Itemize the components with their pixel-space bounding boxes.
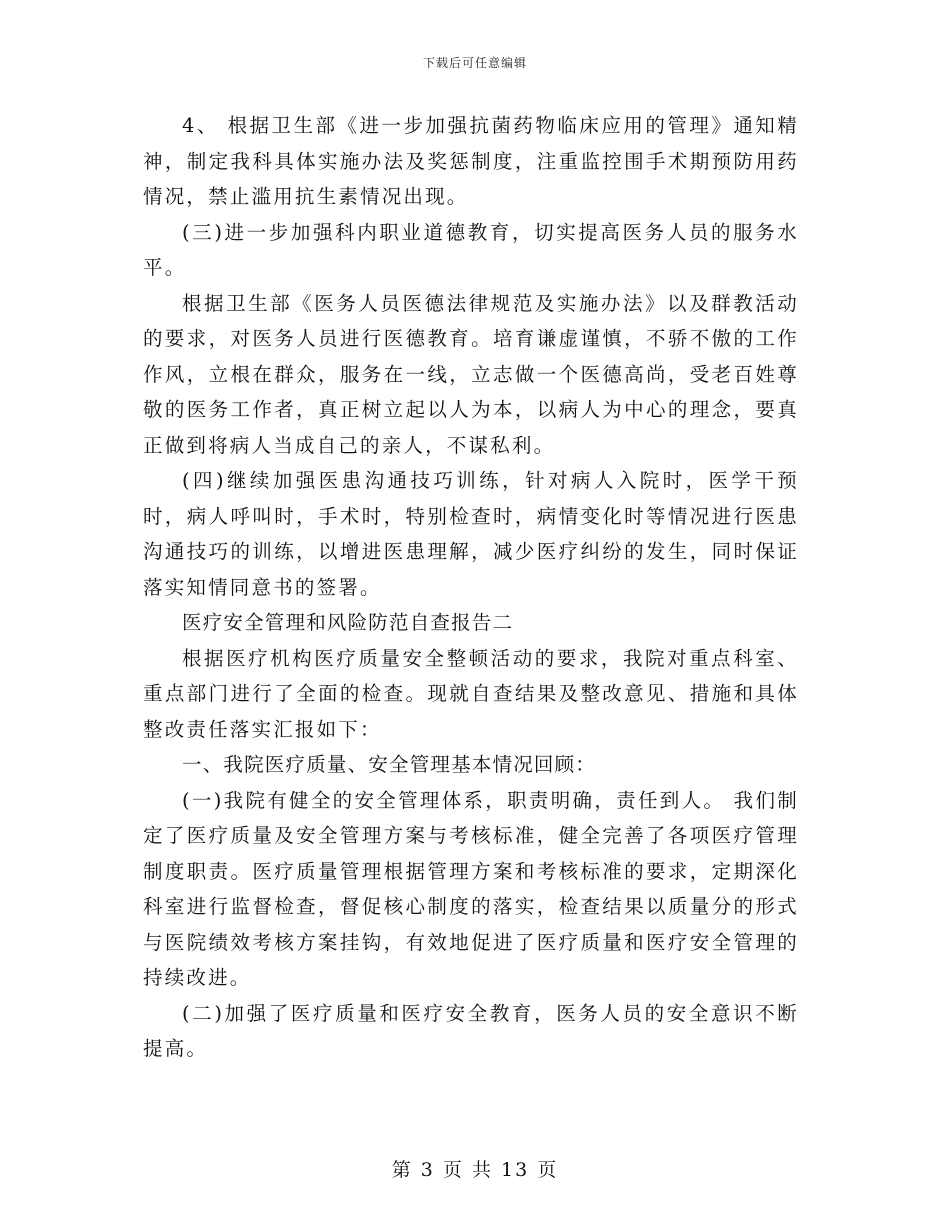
paragraph-communication: (四)继续加强医患沟通技巧训练，针对病人入院时，医学干预时，病人呼叫时，手术时，特别检查时，病情变化时等情况进行医患沟通技巧的训练，以增进医患理解，减少医疗纠纷的发生，同时保证落实知情同意书的签署。 (143, 469, 799, 599)
paragraph-ethics-heading: (三)进一步加强科内职业道德教育，切实提高医务人员的服务水平。 (143, 220, 799, 279)
paragraph-safety-education: (二)加强了医疗质量和医疗安全教育，医务人员的安全意识不断提高。 (143, 1001, 799, 1060)
paragraph-management-system: (一)我院有健全的安全管理体系，职责明确，责任到人。 我们制定了医疗质量及安全管理方案与考核标准，健全完善了各项医疗管理制度职责。医疗质量管理根据管理方案和考核标准的要求，定期深化科室进行监督检查，督促核心制度的落实，检查结果以质量分的形式与医院绩效考核方案挂钩，有效地促进了医疗质量和医疗安全管理的持续改进。 (143, 788, 799, 989)
paragraph-antibiotics: 4、 根据卫生部《进一步加强抗菌药物临床应用的管理》通知精神，制定我科具体实施办法及奖惩制度，注重监控围手术期预防用药情况，禁止滥用抗生素情况出现。 (143, 114, 799, 208)
section-heading-review: 一、我院医疗质量、安全管理基本情况回顾： (182, 753, 597, 776)
section-title-report-two: 医疗安全管理和风险防范自查报告二 (182, 611, 514, 634)
page-number: 第 3 页 共 13 页 (391, 1159, 559, 1181)
paragraph-ethics-education: 根据卫生部《医务人员医德法律规范及实施办法》以及群教活动的要求，对医务人员进行医德教育。培育谦虚谨慎，不骄不傲的工作作风，立根在群众，服务在一线，立志做一个医德高尚，受老百姓尊敬的医务工作者，真正树立起以人为本，以病人为中心的理念，要真正做到将病人当成自己的亲人，不谋私利。 (143, 291, 799, 457)
document-body (143, 108, 799, 1067)
paragraph-inspection-intro: 根据医疗机构医疗质量安全整顿活动的要求，我院对重点科室、重点部门进行了全面的检查。现就自查结果及整改意见、措施和具体整改责任落实汇报如下： (143, 646, 799, 741)
header-note: 下载后可任意编辑 (422, 56, 527, 70)
